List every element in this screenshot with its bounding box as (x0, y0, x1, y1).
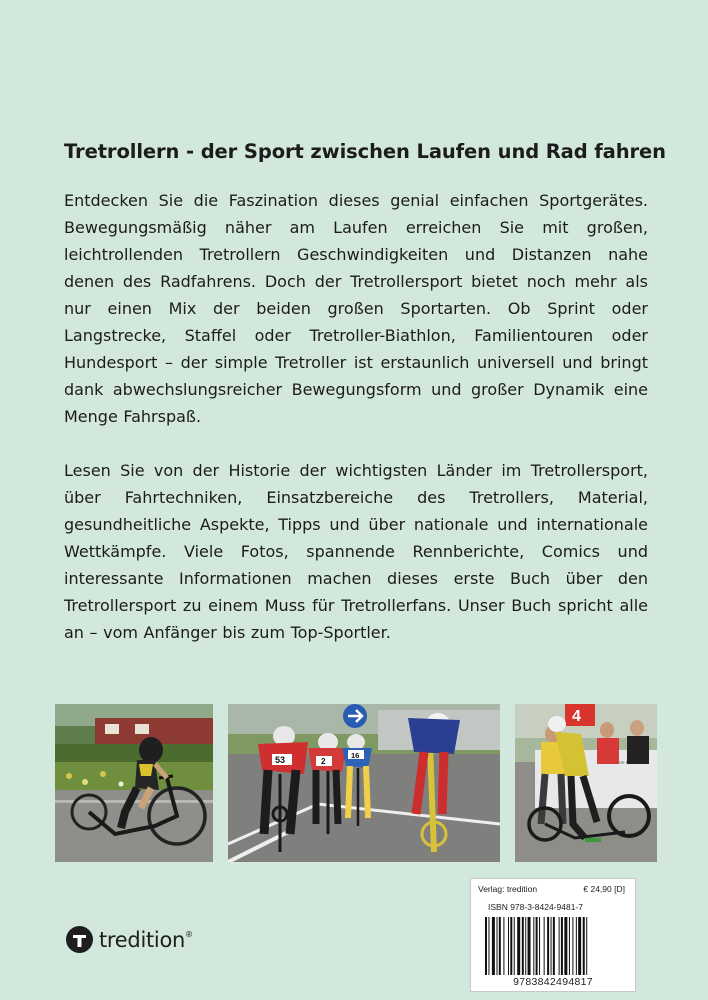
photo-racers-sprint (228, 704, 500, 862)
publisher-line: Verlag: tredition (478, 884, 538, 894)
barcode-label (470, 878, 636, 992)
blurb-paragraph-2: Lesen Sie von der Historie der wichtigsten Länder im Tretrollersport, über Fahrtechniken, Einsatzbereiche des Tretrollers, Material, gesundheitliche Aspekte, Tipps und über nationale und internationale Wettkämpfe. Viele Fotos, spannende Rennberichte, Comics und interessante Informationen machen dieses erste Buch über den Tretrollersport zu einem Muss für Tretrollerfans. Unser Buch spricht alle an – vom Anfänger bis zum Top-Sportler. (64, 461, 648, 642)
ean-number: 9783842494817 (513, 976, 593, 988)
price: € 24,90 [D] (583, 884, 625, 894)
race-number: 4 (572, 708, 581, 725)
tredition-logo-icon (66, 926, 93, 953)
blurb-paragraph-1: Entdecken Sie die Faszination dieses genial einfachen Sportgerätes. Bewegungsmäßig näher am Laufen erreichen Sie mit großen, leichtrollenden Tretrollern Geschwindigkeiten und Distanzen nahe denen des Radfahrens. Doch der Tretrollersport bietet noch mehr als nur einen Mix der beiden großen Sportarten. Ob Sprint oder Langstrecke, Staffel oder Tretroller-Biathlon, Familientouren oder Hundesport – der simple Tretroller ist erstaunlich universell und bringt dank abwechslungsreicher Bewegungsform und großer Dynamik eine Menge Fahrspaß. (64, 191, 648, 426)
bib-16: 16 (351, 751, 360, 760)
bib-2: 2 (321, 757, 326, 766)
isbn: ISBN 978-3-8424-9481-7 (488, 902, 583, 912)
bib-53: 53 (275, 755, 286, 765)
publisher-name: tredition® (99, 927, 193, 952)
photo-rider-road (55, 704, 213, 862)
barcode-icon (485, 917, 621, 975)
book-title: Tretrollern - der Sport zwischen Laufen und Rad fahren (64, 140, 666, 163)
photo-finish-area (515, 704, 657, 862)
publisher-logo (66, 926, 193, 953)
